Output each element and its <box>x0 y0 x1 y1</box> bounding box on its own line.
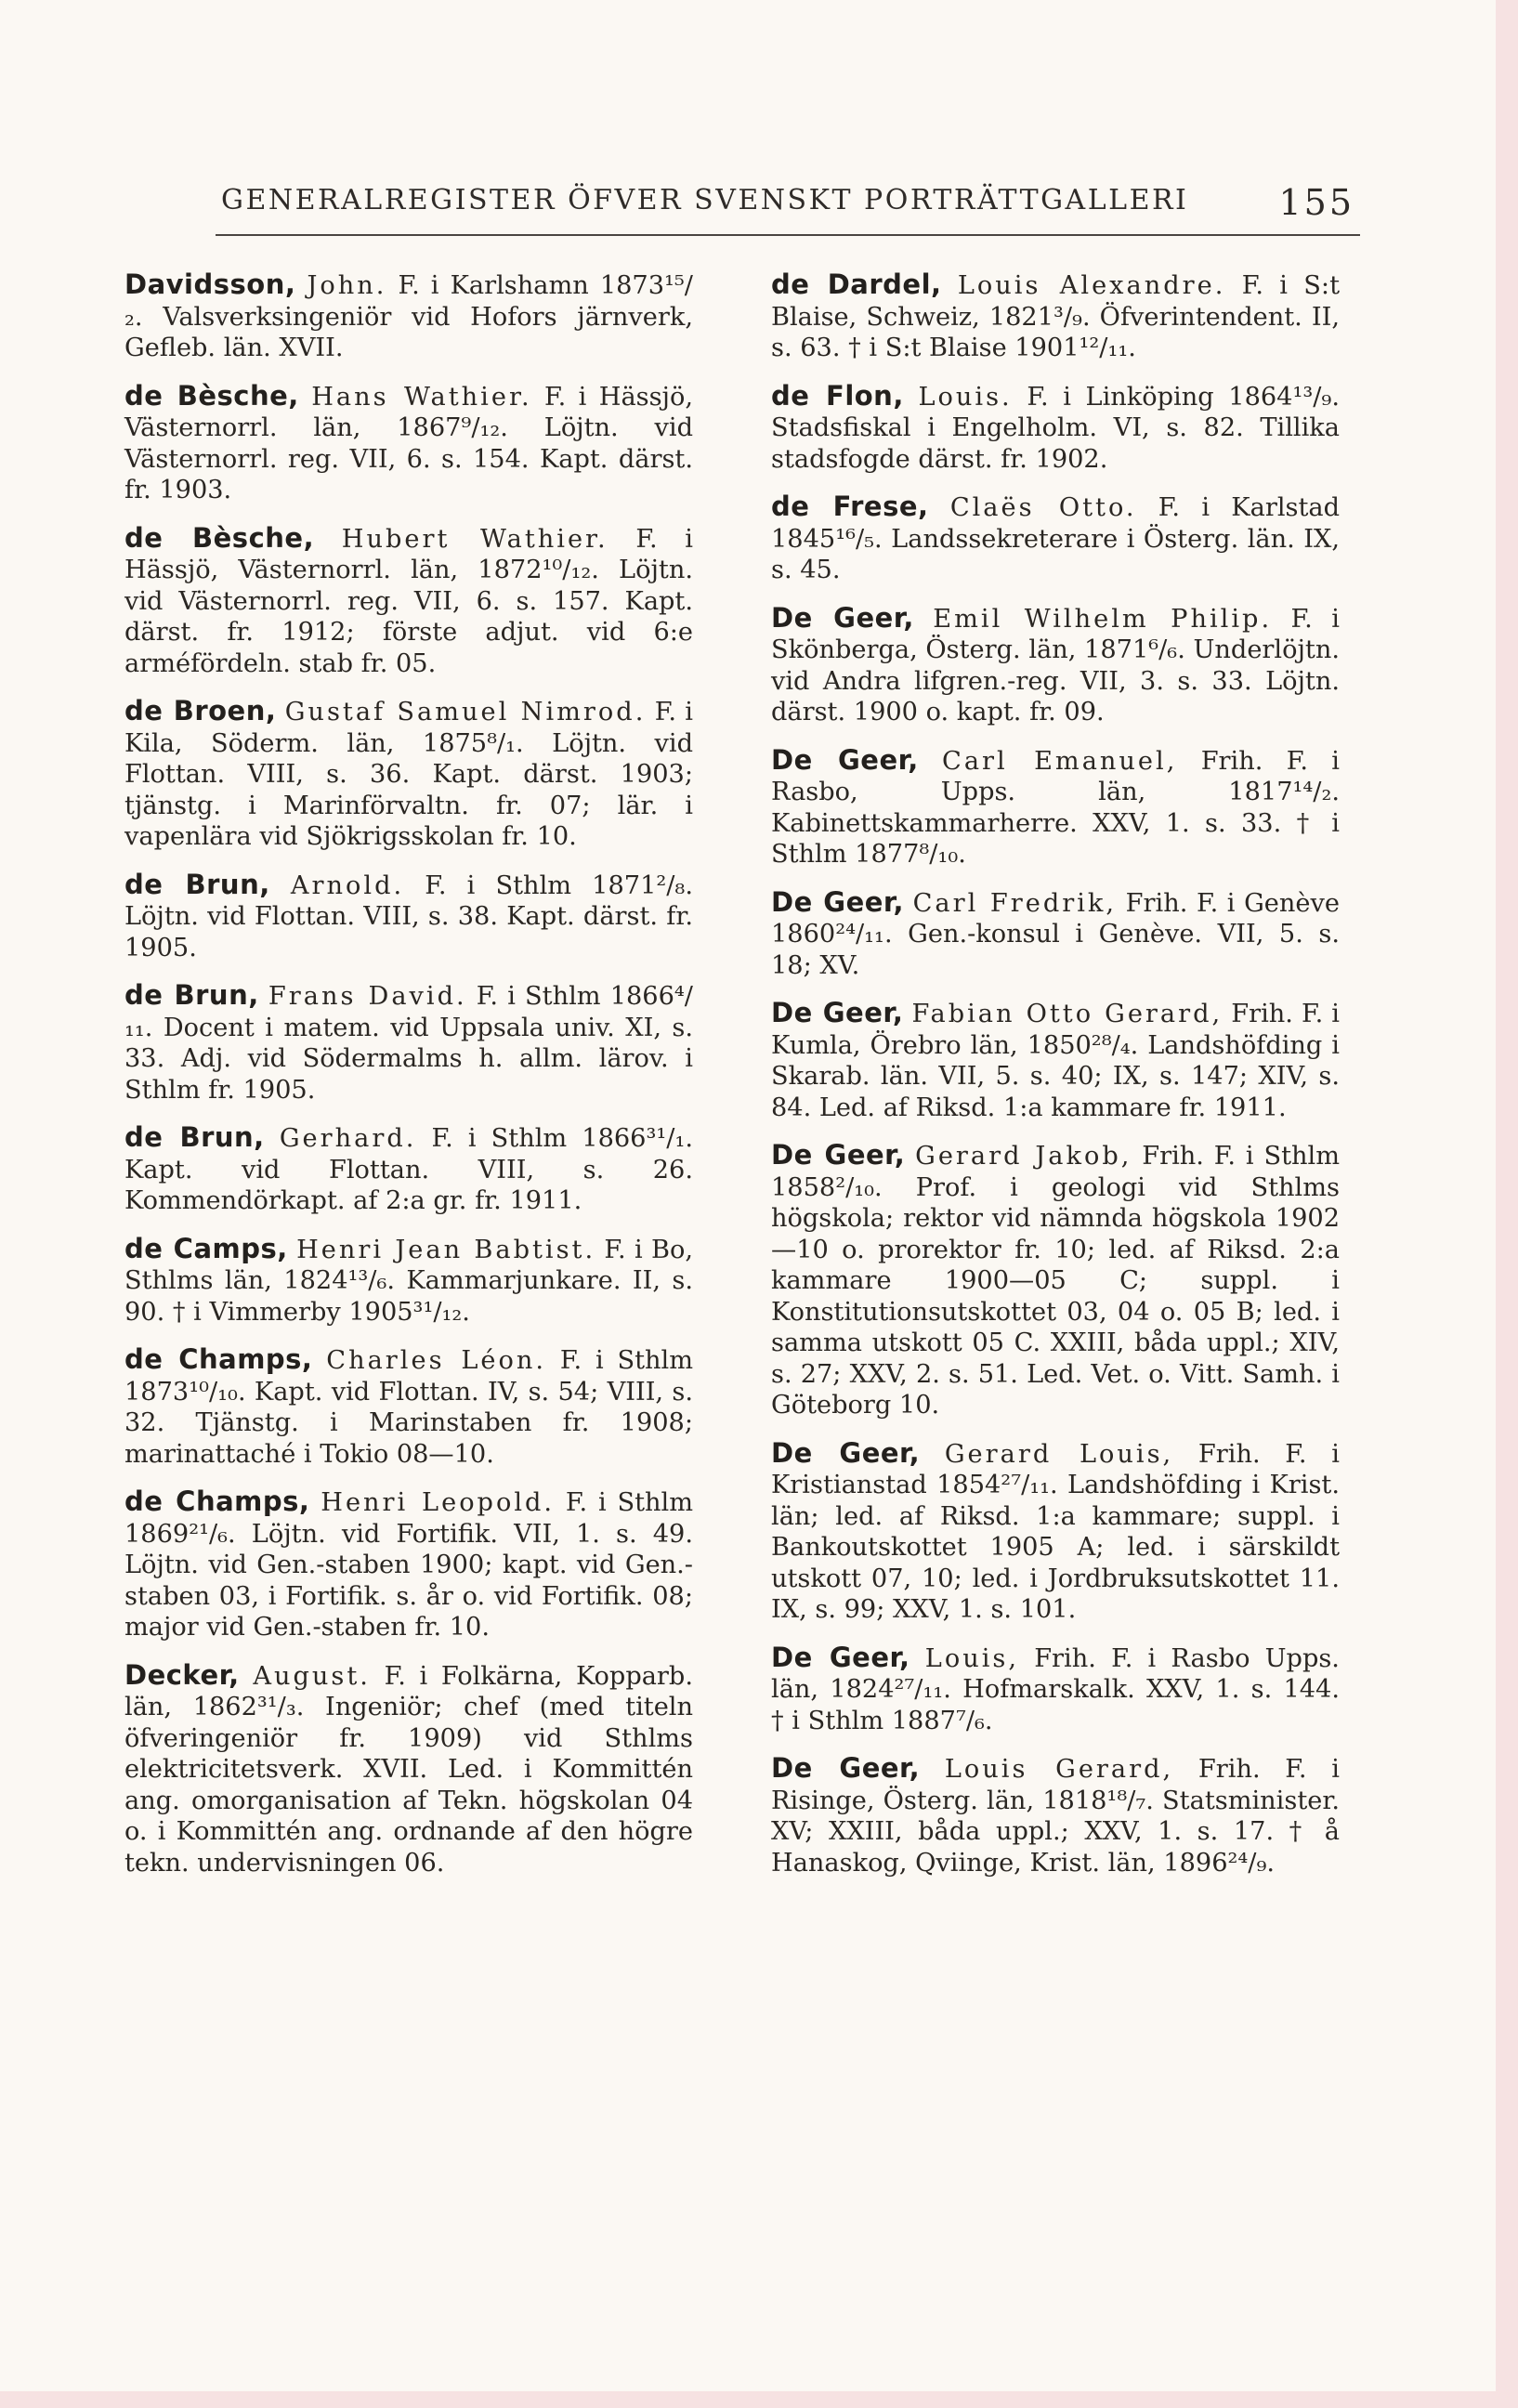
entry-surname: de Champs, <box>124 1485 310 1517</box>
entry-forenames: Frans David. <box>268 982 467 1011</box>
register-entry <box>124 1486 693 1643</box>
entry-text: F. i Hässjö, Västernorrl. län, 1872¹⁰/₁₂. Löjtn. vid Västernorrl. reg. VII, 6. s. 157. Kapt. därst. fr. 1912; förste adjut. vid 6:e arméfördeln. stab fr. 05. <box>124 524 693 678</box>
register-entry <box>124 1122 693 1217</box>
entry-surname: De Geer, <box>771 885 904 918</box>
entry-forenames: Gerhard. <box>279 1124 417 1153</box>
register-entry <box>771 269 1340 364</box>
register-entry <box>771 381 1340 476</box>
register-entry <box>124 980 693 1106</box>
entry-text: F. i Karlstad 1845¹⁶/₅. Landssekreterare i Österg. län. IX, s. 45. <box>771 493 1341 584</box>
entry-surname: de Brun, <box>124 868 270 900</box>
entry-surname: De Geer, <box>771 997 904 1028</box>
entry-forenames: Charles Léon. <box>326 1346 547 1375</box>
entry-text: F. i Sthlm 1871²/₈. Löjtn. vid Flottan. VIII, s. 38. Kapt. därst. fr. 1905. <box>124 870 693 962</box>
entry-surname: Davidsson, <box>124 268 296 300</box>
register-entry <box>771 887 1340 982</box>
page-edge-bottom <box>0 2391 1518 2408</box>
entry-forenames: Hans Wathier. <box>311 382 532 412</box>
register-entry <box>124 381 693 506</box>
register-entry <box>771 1438 1340 1626</box>
entry-forenames: Louis. <box>918 382 1013 412</box>
entry-surname: de Frese, <box>771 491 929 522</box>
register-entry <box>771 1140 1340 1421</box>
entry-text: F. i Karlshamn 1873¹⁵/₂. Valsverksingeniör vid Hofors järnverk, Gefleb. län. XVII. <box>124 271 693 362</box>
entry-forenames: John. <box>307 271 387 300</box>
entry-surname: de Brun, <box>124 979 259 1011</box>
entry-surname: de Flon, <box>771 379 904 412</box>
entry-surname: de Dardel, <box>771 268 942 300</box>
entry-forenames: Carl Emanuel, <box>942 746 1178 776</box>
entry-forenames: August. <box>253 1661 371 1691</box>
entry-text: Frih. F. i Rasbo, Upps. län, 1817¹⁴/₂. Kabinettskammarherre. XXV, 1. s. 33. † i Sthlm 1877⁸/₁₀. <box>771 746 1340 869</box>
entry-text: Frih. F. i Sthlm 1858²/₁₀. Prof. i geologi vid Sthlms högskola; rektor vid nämnda högskola 1902—10 o. prorektor fr. 10; led. af Riksd. 2:a kammare 1900—05 C; suppl. i Konstitutionsutskottet 03, 04 o. 05 B; led. i samma utskott 05 C. XXIII, båda uppl.; XIV, s. 27; XXV, 2. s. 51. Led. Vet. o. Vitt. Samh. i Göteborg 10. <box>771 1142 1340 1420</box>
entry-text: Frih. F. i Kristianstad 1854²⁷/₁₁. Landshöfding i Krist. län; led. af Riksd. 1:a kammare; suppl. i Bankoutskottet 1905 A; led. i särskildt utskott 07, 10; led. i Jordbruksutskottet 11. IX, s. 99; XXV, 1. s. 101. <box>771 1439 1340 1624</box>
entry-surname: De Geer, <box>771 743 919 776</box>
entry-surname: de Broen, <box>124 695 277 726</box>
entry-text: Frih. F. i Kumla, Örebro län, 1850²⁸/₄. Landshöfding i Skarab. län. VII, 5. s. 40; IX, s. 147; XIV, s. 84. Led. af Riksd. 1:a kammare fr. 1911. <box>771 1000 1340 1122</box>
entry-forenames: Arnold. <box>290 870 405 900</box>
entry-surname: Decker, <box>124 1658 240 1691</box>
register-entry <box>771 1642 1340 1737</box>
entry-forenames: Henri Leopold. <box>321 1488 556 1517</box>
entry-surname: De Geer, <box>771 1436 921 1469</box>
entry-surname: de Bèsche, <box>124 379 299 412</box>
entry-forenames: Claës Otto. <box>949 493 1137 522</box>
register-entry <box>771 1753 1340 1878</box>
register-entry <box>124 696 693 853</box>
entry-text: F. i Linköping 1864¹³/₉. Stadsfiskal i Engelholm. VI, s. 82. Tillika stadsfogde därst. fr. 1902. <box>771 382 1340 474</box>
register-entry <box>124 269 693 364</box>
register-entry <box>771 603 1340 728</box>
entry-text: F. i S:t Blaise, Schweiz, 1821³/₉. Öfverintendent. II, s. 63. † i S:t Blaise 1901¹²/₁₁. <box>771 271 1340 362</box>
entry-surname: de Camps, <box>124 1232 288 1264</box>
page-edge-right <box>1496 0 1518 2408</box>
entry-surname: de Champs, <box>124 1343 313 1375</box>
entry-forenames: Gustaf Samuel Nimrod. <box>284 698 647 726</box>
entry-forenames: Louis Gerard, <box>944 1755 1174 1784</box>
entry-text: F. i Sthlm 1873¹⁰/₁₀. Kapt. vid Flottan. IV, s. 54; VIII, s. 32. Tjänstg. i Marinstaben fr. 1908; marinattaché i Tokio 08—10. <box>124 1346 693 1469</box>
entry-text: F. i Sthlm 1866⁴/₁₁. Docent i matem. vid Uppsala univ. XI, s. 33. Adj. vid Södermalms h. allm. lärov. i Sthlm fr. 1905. <box>124 982 693 1105</box>
register-entry <box>771 491 1340 586</box>
register-entry <box>771 745 1340 870</box>
header-rule <box>216 234 1360 236</box>
register-entry <box>124 1344 693 1470</box>
entry-text: F. i Bo, Sthlms län, 1824¹³/₆. Kammarjunkare. II, s. 90. † i Vimmerby 1905³¹/₁₂. <box>124 1235 693 1327</box>
entry-text: F. i Sthlm 1869²¹/₆. Löjtn. vid Fortifik. VII, 1. s. 49. Löjtn. vid Gen.-staben 1900; kapt. vid Gen.-staben 03, i Fortifik. s. år o. vid Fortifik. 08; major vid Gen.-staben fr. 10. <box>124 1488 693 1642</box>
register-entry <box>124 1234 693 1328</box>
entry-forenames: Henri Jean Babtist. <box>296 1235 596 1264</box>
entry-forenames: Fabian Otto Gerard, <box>911 1000 1224 1028</box>
entry-forenames: Louis, <box>924 1643 1019 1673</box>
entry-surname: De Geer, <box>771 601 914 634</box>
register-entry <box>124 1660 693 1879</box>
entry-text: F. i Skönberga, Österg. län, 1871⁶/₆. Underlöjtn. vid Andra lifgren.-reg. VII, 3. s. 33. Löjtn. därst. 1900 o. kapt. fr. 09. <box>771 604 1340 726</box>
entry-text: Frih. F. i Genève 1860²⁴/₁₁. Gen.-konsul i Genève. VII, 5. s. 18; XV. <box>771 888 1340 980</box>
entry-surname: De Geer, <box>771 1139 906 1171</box>
entry-surname: de Brun, <box>124 1121 265 1153</box>
entry-forenames: Hubert Wathier. <box>341 524 609 554</box>
entry-text: Frih. F. i Risinge, Österg. län, 1818¹⁸/₇. Statsminister. XV; XXIII, båda uppl.; XXV, 1. s. 17. † å Hanaskog, Qviinge, Krist. län, 1896²⁴/₉. <box>771 1755 1340 1878</box>
entry-forenames: Louis Alexandre. <box>957 271 1226 300</box>
page-number: 155 <box>1278 182 1354 223</box>
right-column <box>771 269 1340 1895</box>
entry-forenames: Gerard Louis, <box>944 1439 1174 1469</box>
entry-text: F. i Folkärna, Kopparb. län, 1862³¹/₃. Ingeniör; chef (med titeln öfveringeniör fr. 1909) vid Sthlms elektricitetsverk. XVII. Led. i Kommittén ang. omorganisation af Tekn. högskolan 04 o. i Kommittén ang. ordnande af den högre tekn. undervisningen 06. <box>124 1661 693 1878</box>
entry-surname: De Geer, <box>771 1752 921 1784</box>
register-entry <box>771 998 1340 1123</box>
entry-text: F. i Sthlm 1866³¹/₁. Kapt. vid Flottan. VIII, s. 26. Kommendörkapt. af 2:a gr. fr. 1911. <box>124 1124 693 1215</box>
entry-text: F. i Hässjö, Västernorrl. län, 1867⁹/₁₂. Löjtn. vid Västernorrl. reg. VII, 6. s. 154. Kapt. därst. fr. 1903. <box>124 382 693 504</box>
entry-text: Frih. F. i Rasbo Upps. län, 1824²⁷/₁₁. Hofmarskalk. XXV, 1. s. 144. † i Sthlm 1887⁷/₆. <box>771 1643 1340 1735</box>
entry-surname: de Bèsche, <box>124 521 315 554</box>
entry-forenames: Gerard Jakob, <box>915 1142 1132 1171</box>
register-entry <box>124 523 693 680</box>
running-header: GENERALREGISTER ÖFVER SVENSKT PORTRÄTTGALLERI <box>221 184 1189 216</box>
entry-forenames: Carl Fredrik, <box>912 888 1118 918</box>
entry-text: F. i Kila, Söderm. län, 1875⁸/₁. Löjtn. vid Flottan. VIII, s. 36. Kapt. därst. 1903; tjänstg. i Marinförvaltn. fr. 07; lär. i vapenlära vid Sjökrigsskolan fr. 10. <box>124 698 693 851</box>
entry-forenames: Emil Wilhelm Philip. <box>933 604 1273 634</box>
left-column <box>124 269 693 1895</box>
entry-surname: De Geer, <box>771 1641 910 1673</box>
register-entry <box>124 870 693 964</box>
